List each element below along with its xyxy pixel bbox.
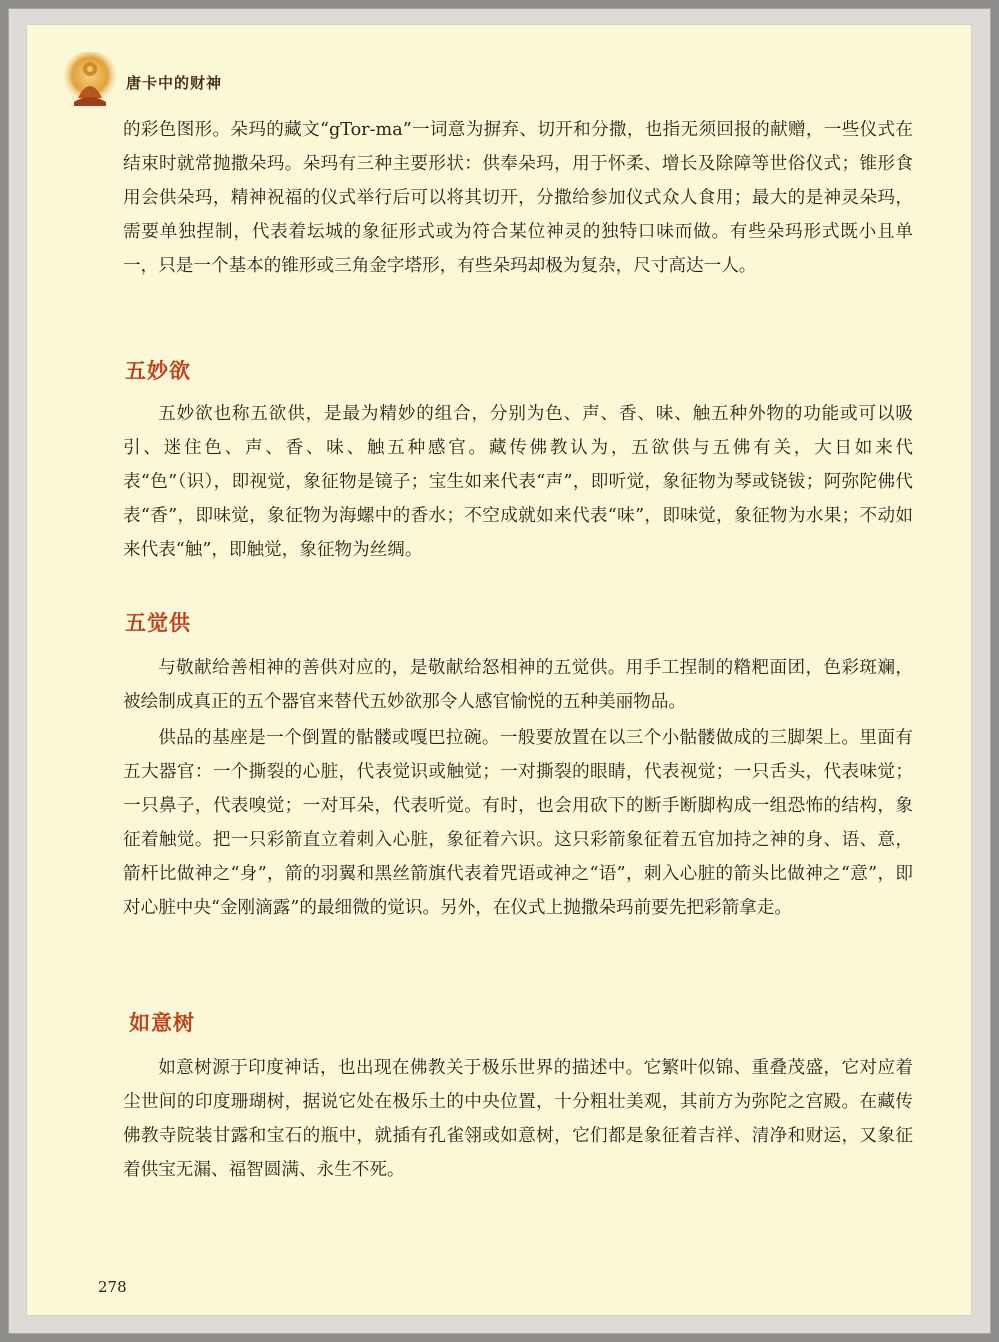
running-title: 唐卡中的财神 [126,74,223,92]
page-header [62,52,362,112]
paragraph-wujuegong-1: 与敬献给善相神的善供对应的，是敬献给怒相神的五觉供。用手工捏制的糌粑面团，色彩斑斓，被绘制成真正的五个器官来替代五妙欲那令人感官愉悦的五种美丽物品。 [123,658,913,712]
section-heading-wujuegong: 五觉供 [125,611,191,635]
paragraph-intro: 的彩色图形。朵玛的藏文“gTor-ma”一词意为摒弃、切开和分撒，也指无须回报的献赠，一些仪式在结束时就常抛撒朵玛。朵玛有三种主要形状：供奉朵玛，用于怀柔、增长及除障等世俗仪式；锥形食用会供朵玛，精神祝福的仪式举行后可以将其切开，分撒给参加仪式众人食用；最大的是神灵朵玛，需要单独捏制，代表着坛城的象征形式或为符合某位神灵的独特口味而做。有些朵玛形式既小且单一，只是一个基本的锥形或三角金字塔形，有些朵玛却极为复杂，尺寸高达一人。 [123,120,913,276]
paragraph-wujuegong-2: 供品的基座是一个倒置的骷髅或嘎巴拉碗。一般要放置在以三个小骷髅做成的三脚架上。里面有五大器官：一个撕裂的心脏，代表觉识或触觉；一对撕裂的眼睛，代表视觉；一只舌头，代表味觉；一只鼻子，代表嗅觉；一对耳朵，代表听觉。有时，也会用砍下的断手断脚构成一组恐怖的结构，象征着触觉。把一只彩箭直立着刺入心脏，象征着六识。这只彩箭象征着五官加持之神的身、语、意，箭杆比做神之“身”，箭的羽翼和黑丝箭旗代表着咒语或神之“语”，刺入心脏的箭头比做神之“意”，即对心脏中央“金刚滴露”的最细微的觉识。另外，在仪式上抛撒朵玛前要先把彩箭拿走。 [123,728,913,918]
section-heading-wumiaoyu: 五妙欲 [125,359,191,383]
page-number: 278 [98,1278,127,1296]
section-heading-ruyishu: 如意树 [129,1011,195,1035]
deity-thangka-icon [62,52,118,108]
paragraph-wumiaoyu: 五妙欲也称五欲供，是最为精妙的组合，分别为色、声、香、味、触五种外物的功能或可以吸引、迷住色、声、香、味、触五种感官。藏传佛教认为，五欲供与五佛有关，大日如来代表“色”（识），即视觉，象征物是镜子；宝生如来代表“声”，即听觉，象征物为琴或铙钹；阿弥陀佛代表“香”，即味觉，象征物为海螺中的香水；不空成就如来代表“味”，即味觉，象征物为水果；不动如来代表“触”，即触觉，象征物为丝绸。 [123,404,913,560]
paragraph-ruyishu: 如意树源于印度神话，也出现在佛教关于极乐世界的描述中。它繁叶似锦、重叠茂盛，它对应着尘世间的印度珊瑚树，据说它处在极乐土的中央位置，十分粗壮美观，其前方为弥陀之宫殿。在藏传佛教寺院装甘露和宝石的瓶中，就插有孔雀翎或如意树，它们都是象征着吉祥、清净和财运，又象征着供宝无漏、福智圆满、永生不死。 [123,1058,913,1180]
